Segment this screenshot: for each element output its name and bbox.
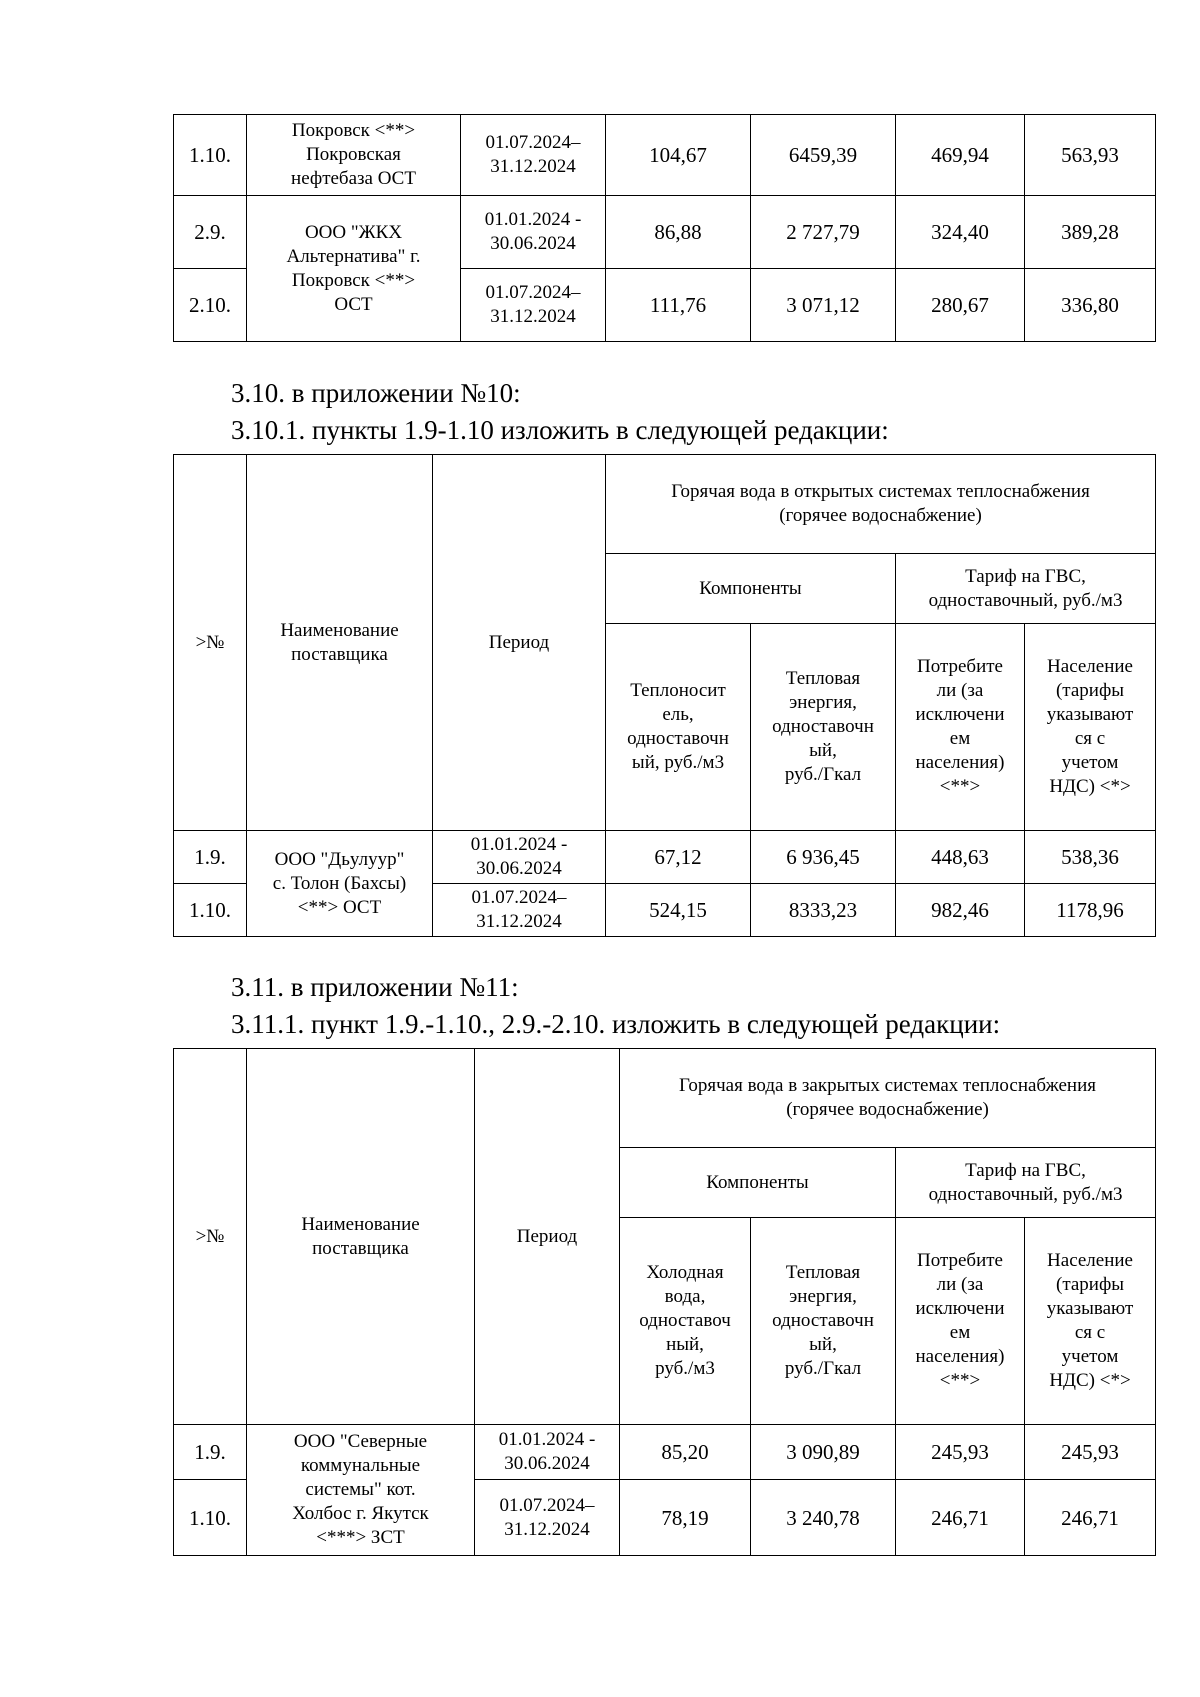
column-header-period: Период xyxy=(433,455,606,831)
value-cell: 3 240,78 xyxy=(751,1480,896,1556)
period-cell: 01.01.2024 - 30.06.2024 xyxy=(461,196,606,269)
table-header-row xyxy=(174,1049,1156,1148)
column-header-consumers: Потребите ли (за исключени ем населения) <**> xyxy=(896,624,1025,831)
column-header-supplier: Наименование поставщика xyxy=(247,1049,475,1425)
row-number: 2.9. xyxy=(174,196,247,269)
tariff-table-closed-systems xyxy=(173,1048,1156,1556)
row-number: 2.10. xyxy=(174,269,247,342)
value-cell: 563,93 xyxy=(1025,115,1156,196)
row-number: 1.10. xyxy=(174,1480,247,1556)
section-subheading: 3.10.1. пункты 1.9-1.10 изложить в следующей редакции: xyxy=(231,415,889,445)
section-heading: 3.10. в приложении №10: xyxy=(231,378,521,408)
value-cell: 245,93 xyxy=(1025,1425,1156,1480)
section-heading: 3.11. в приложении №11: xyxy=(231,972,519,1002)
value-cell: 104,67 xyxy=(606,115,751,196)
table-row xyxy=(174,115,1156,196)
period-cell: 01.01.2024 - 30.06.2024 xyxy=(433,831,606,884)
column-group-header: Горячая вода в открытых системах теплоснабжения (горячее водоснабжение) xyxy=(606,455,1156,554)
value-cell: 86,88 xyxy=(606,196,751,269)
row-number: 1.9. xyxy=(174,831,247,884)
components-header: Компоненты xyxy=(620,1148,896,1218)
row-number: 1.9. xyxy=(174,1425,247,1480)
period-cell: 01.01.2024 - 30.06.2024 xyxy=(475,1425,620,1480)
section-subheading: 3.11.1. пункт 1.9.-1.10., 2.9.-2.10. изложить в следующей редакции: xyxy=(231,1009,1001,1039)
value-cell: 324,40 xyxy=(896,196,1025,269)
value-cell: 389,28 xyxy=(1025,196,1156,269)
column-header-cold-water: Холодная вода, одноставоч ный, руб./м3 xyxy=(620,1218,751,1425)
value-cell: 3 090,89 xyxy=(751,1425,896,1480)
value-cell: 6459,39 xyxy=(751,115,896,196)
value-cell: 67,12 xyxy=(606,831,751,884)
value-cell: 111,76 xyxy=(606,269,751,342)
column-group-header: Горячая вода в закрытых системах теплоснабжения (горячее водоснабжение) xyxy=(620,1049,1156,1148)
tariff-header: Тариф на ГВС, одноставочный, руб./м3 xyxy=(896,554,1156,624)
value-cell: 2 727,79 xyxy=(751,196,896,269)
column-header-period: Период xyxy=(475,1049,620,1425)
column-header-population: Население (тарифы указывают ся с учетом НДС) <*> xyxy=(1025,1218,1156,1425)
table-row xyxy=(174,831,1156,884)
value-cell: 280,67 xyxy=(896,269,1025,342)
supplier-name: ООО "ЖКХ Альтернатива" г. Покровск <**> ОСТ xyxy=(247,196,461,342)
supplier-name: ООО "Северные коммунальные системы" кот. Холбос г. Якутск <***> ЗСТ xyxy=(247,1425,475,1556)
period-cell: 01.07.2024– 31.12.2024 xyxy=(461,269,606,342)
value-cell: 524,15 xyxy=(606,884,751,937)
column-header-number: >№ xyxy=(174,455,247,831)
table-row xyxy=(174,1425,1156,1480)
column-header-number: >№ xyxy=(174,1049,247,1425)
period-cell: 01.07.2024– 31.12.2024 xyxy=(433,884,606,937)
column-header-heat-energy: Тепловая энергия, одноставочн ый, руб./Гкал xyxy=(751,624,896,831)
column-header-supplier: Наименование поставщика xyxy=(247,455,433,831)
column-header-population: Население (тарифы указывают ся с учетом НДС) <*> xyxy=(1025,624,1156,831)
value-cell: 469,94 xyxy=(896,115,1025,196)
supplier-name: Покровск <**> Покровская нефтебаза ОСТ xyxy=(247,115,461,196)
table-header-row xyxy=(174,455,1156,554)
components-header: Компоненты xyxy=(606,554,896,624)
value-cell: 6 936,45 xyxy=(751,831,896,884)
row-number: 1.10. xyxy=(174,884,247,937)
column-header-heat-carrier: Теплоносит ель, одноставочн ый, руб./м3 xyxy=(606,624,751,831)
value-cell: 982,46 xyxy=(896,884,1025,937)
table-row xyxy=(174,196,1156,269)
tariff-header: Тариф на ГВС, одноставочный, руб./м3 xyxy=(896,1148,1156,1218)
value-cell: 1178,96 xyxy=(1025,884,1156,937)
row-number: 1.10. xyxy=(174,115,247,196)
column-header-heat-energy: Тепловая энергия, одноставочн ый, руб./Гкал xyxy=(751,1218,896,1425)
period-cell: 01.07.2024– 31.12.2024 xyxy=(461,115,606,196)
supplier-name: ООО "Дьулуур" с. Толон (Бахсы) <**> ОСТ xyxy=(247,831,433,937)
value-cell: 8333,23 xyxy=(751,884,896,937)
period-cell: 01.07.2024– 31.12.2024 xyxy=(475,1480,620,1556)
value-cell: 245,93 xyxy=(896,1425,1025,1480)
value-cell: 85,20 xyxy=(620,1425,751,1480)
value-cell: 78,19 xyxy=(620,1480,751,1556)
value-cell: 3 071,12 xyxy=(751,269,896,342)
tariff-table-open-systems xyxy=(173,454,1156,937)
value-cell: 246,71 xyxy=(896,1480,1025,1556)
value-cell: 538,36 xyxy=(1025,831,1156,884)
tariff-table-continued xyxy=(173,114,1156,342)
value-cell: 336,80 xyxy=(1025,269,1156,342)
value-cell: 448,63 xyxy=(896,831,1025,884)
value-cell: 246,71 xyxy=(1025,1480,1156,1556)
column-header-consumers: Потребите ли (за исключени ем населения) <**> xyxy=(896,1218,1025,1425)
